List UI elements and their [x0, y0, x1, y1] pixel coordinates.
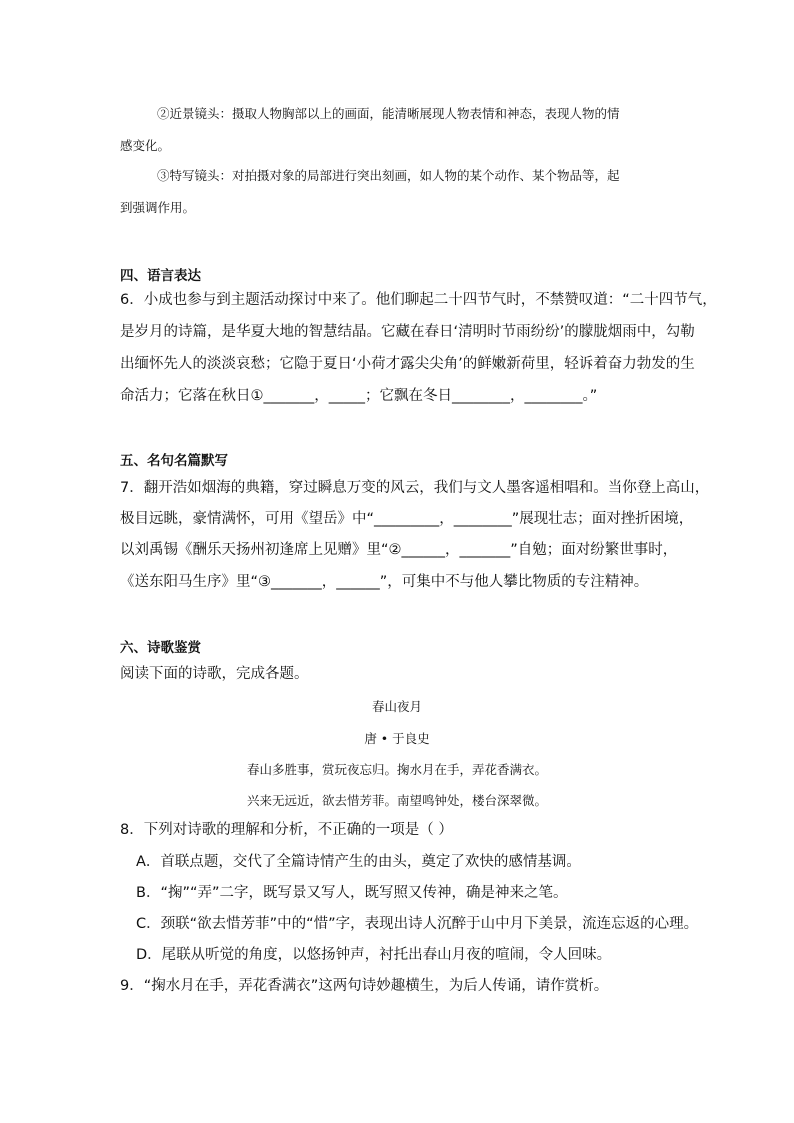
q7-line-1: 7．翻开浩如烟海的典籍，穿过瞬息万变的风云，我们与文人墨客遥相唱和。当你登上高山，	[120, 480, 710, 496]
q8-option-b: B．“掬”“弄”二字，既写景又写人，既写照又传神，确是神来之笔。	[136, 885, 568, 901]
poem-line-2: 兴来无远近，欲去惜芳菲。南望鸣钟处，楼台深翠微。	[246, 793, 547, 808]
closeup-shot-line-2: 感变化。	[120, 138, 171, 153]
q8-stem: 8．下列对诗歌的理解和分析，不正确的一项是（ ）	[120, 822, 453, 838]
poem-line-1: 春山多胜事，赏玩夜忘归。掬水月在手，弄花香满衣。	[246, 762, 547, 777]
q6-line-1: 6．小成也参与到主题活动探讨中来了。他们聊起二十四节气时，不禁赞叹道：“二十四节气，	[120, 292, 717, 308]
q9-stem: 9．“掬水月在手，弄花香满衣”这两句诗妙趣横生，为后人传诵，请作赏析。	[120, 978, 609, 994]
closeup-shot-line-1: ②近景镜头：摄取人物胸部以上的画面，能清晰展现人物表情和神态，表现人物的情	[157, 106, 620, 121]
q8-option-a: A．首联点题，交代了全篇诗情产生的由头，奠定了欢快的感情基调。	[136, 854, 581, 870]
detail-shot-line-1: ③特写镜头：对拍摄对象的局部进行突出刻画，如人物的某个动作、某个物品等，起	[157, 168, 620, 183]
q8-option-d: D．尾联从听觉的角度，以悠扬钟声，衬托出春山月夜的喧闹，令人回味。	[136, 947, 612, 963]
section-5-heading: 五、名句名篇默写	[120, 453, 228, 469]
section-4-heading: 四、语言表达	[120, 268, 201, 284]
q6-line-2: 是岁月的诗篇，是华夏大地的智慧结晶。它藏在春日‘清明时节雨纷纷’的朦胧烟雨中，勾勒	[120, 324, 695, 340]
detail-shot-line-2: 到强调作用。	[120, 200, 196, 215]
q7-line-2: 极目远眺，豪情满怀，可用《望岳》中“_________，________”展现壮志；面对挫折困境，	[120, 511, 694, 527]
q6-line-4: 命活力；它落在秋日①_______，_____；它飘在冬日________，________。”	[120, 388, 598, 404]
section-6-heading: 六、诗歌鉴赏	[120, 640, 201, 656]
q6-line-3: 出缅怀先人的淡淡哀愁；它隐于夏日‘小荷才露尖尖角’的鲜嫩新荷里，轻诉着奋力勃发的生	[120, 356, 695, 372]
q7-line-3: 以刘禹锡《酬乐天扬州初逢席上见赠》里“②______，_______”自勉；面对纷繁世事时，	[120, 542, 678, 558]
q7-line-4: 《送东阳马生序》里“③_______，______”，可集中不与他人攀比物质的专注精神。	[120, 574, 649, 590]
section-6-intro: 阅读下面的诗歌，完成各题。	[120, 666, 309, 682]
poem-author: 唐 • 于良史	[364, 731, 430, 746]
q8-option-c: C．颈联“欲去惜芳菲”中的“惜”字，表现出诗人沉醉于山中月下美景，流连忘返的心理。	[136, 916, 699, 932]
poem-title: 春山夜月	[371, 699, 422, 714]
